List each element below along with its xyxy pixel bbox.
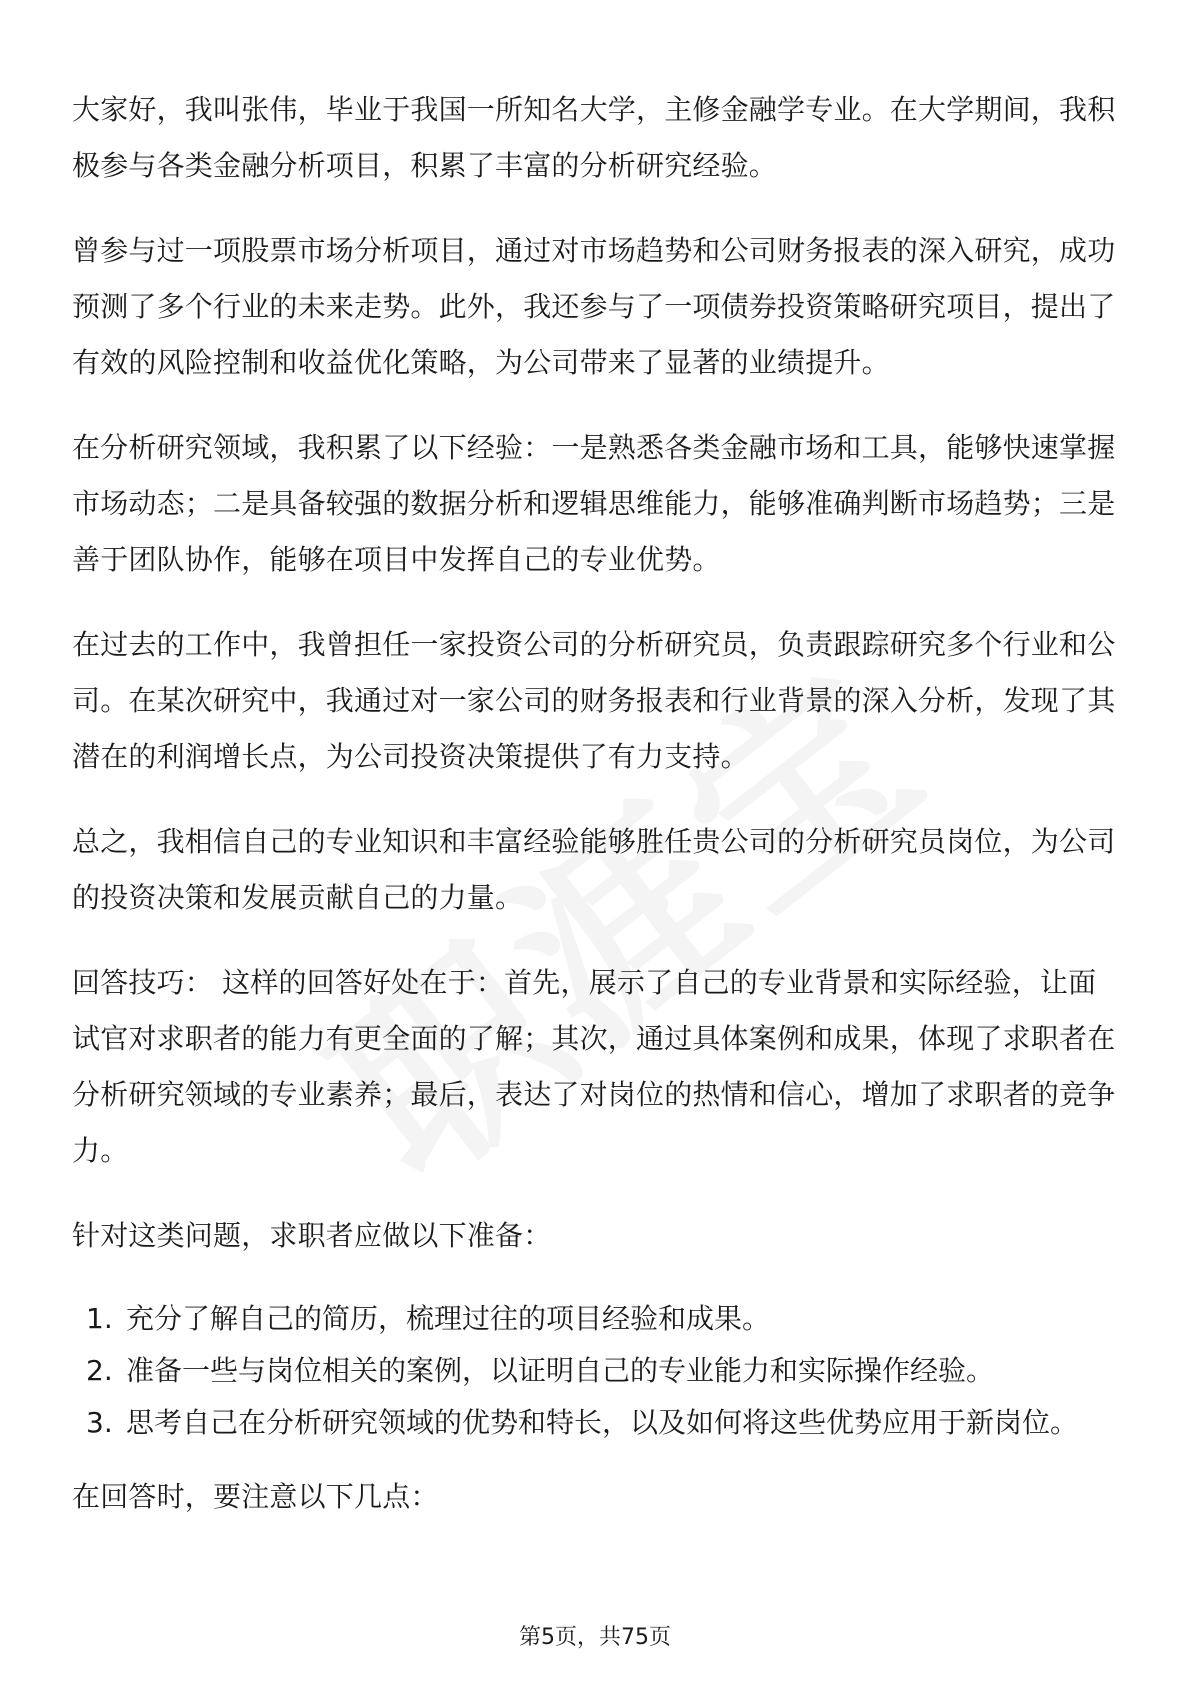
paragraph-answer-tips: 回答技巧： 这样的回答好处在于：首先，展示了自己的专业背景和实际经验，让面试官对求职者的能力有更全面的了解；其次，通过具体案例和成果，体现了求职者在分析研究领域的专业素养；最后，表达了对岗位的热情和信心，增加了求职者的竞争力。 (72, 966, 1116, 1167)
paragraph-preparation-intro: 针对这类问题，求职者应做以下准备： (72, 1219, 552, 1252)
list-item (72, 1345, 1118, 1397)
list-number: 2. (86, 1354, 113, 1387)
paragraph-summary: 总之，我相信自己的专业知识和丰富经验能够胜任贵公司的分析研究员岗位，为公司的投资决策和发展贡献自己的力量。 (72, 825, 1116, 914)
list-text: 思考自己在分析研究领域的优势和特长，以及如何将这些优势应用于新岗位。 (126, 1406, 1079, 1439)
preparation-list (72, 1293, 1118, 1449)
list-item (72, 1397, 1118, 1449)
page-number: 第5页，共75页 (519, 1625, 671, 1650)
list-number: 3. (86, 1406, 113, 1439)
paragraph-project-experience: 曾参与过一项股票市场分析项目，通过对市场趋势和公司财务报表的深入研究，成功预测了多个行业的未来走势。此外，我还参与了一项债券投资策略研究项目，提出了有效的风险控制和收益优化策略，为公司带来了显著的业绩提升。 (72, 234, 1116, 379)
paragraph-work-experience: 在过去的工作中，我曾担任一家投资公司的分析研究员，负责跟踪研究多个行业和公司。在某次研究中，我通过对一家公司的财务报表和行业背景的深入分析，发现了其潜在的利润增长点，为公司投资决策提供了有力支持。 (72, 628, 1116, 773)
paragraph-closing: 在回答时，要注意以下几点： (72, 1480, 439, 1513)
list-text: 准备一些与岗位相关的案例，以证明自己的专业能力和实际操作经验。 (126, 1354, 995, 1387)
document-body (72, 82, 1118, 1554)
paragraph-intro: 大家好，我叫张伟，毕业于我国一所知名大学，主修金融学专业。在大学期间，我积极参与各类金融分析项目，积累了丰富的分析研究经验。 (72, 93, 1116, 182)
paragraph-research-experience: 在分析研究领域，我积累了以下经验：一是熟悉各类金融市场和工具，能够快速掌握市场动态；二是具备较强的数据分析和逻辑思维能力，能够准确判断市场趋势；三是善于团队协作，能够在项目中发挥自己的专业优势。 (72, 431, 1116, 576)
list-text: 充分了解自己的简历，梳理过往的项目经验和成果。 (126, 1302, 771, 1335)
list-item (72, 1293, 1118, 1345)
list-number: 1. (86, 1302, 113, 1335)
